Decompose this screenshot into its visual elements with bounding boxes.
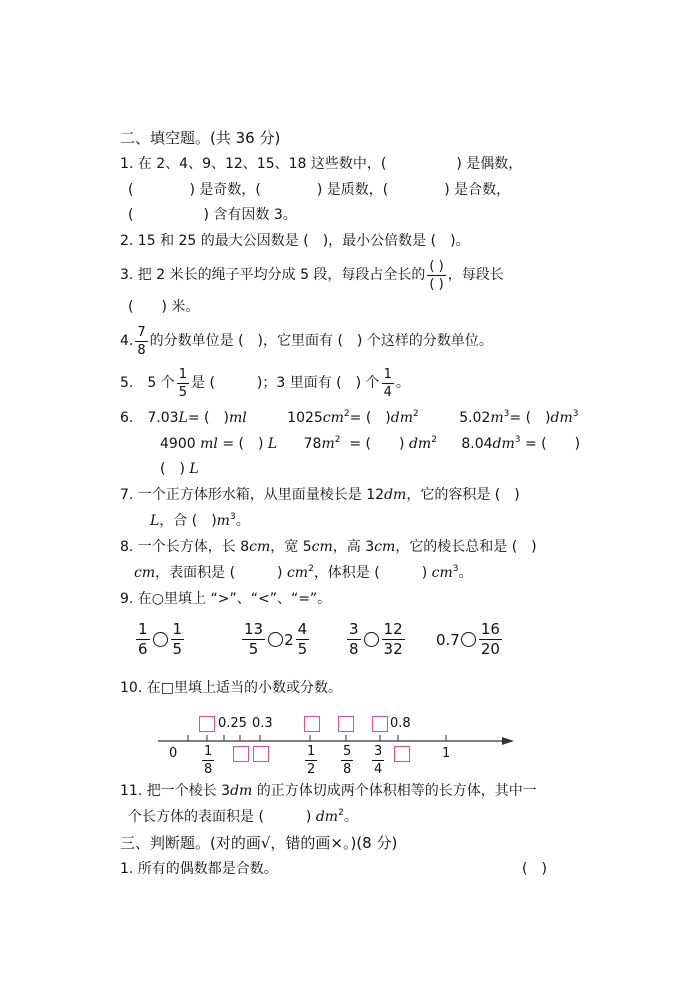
- answer-box-bottom-2[interactable]: [253, 746, 269, 762]
- q5-a: 5. 5 个: [120, 375, 175, 391]
- s3-q1-blank[interactable]: ( ): [522, 861, 547, 877]
- q8-text3: ，高 3: [332, 539, 375, 555]
- q8-unit-4: cm: [134, 565, 156, 581]
- nl-label-0: 0: [169, 746, 178, 761]
- q4-fraction: [135, 326, 147, 357]
- nl-frac-5-8: [339, 745, 355, 776]
- answer-box-top-4[interactable]: [372, 716, 388, 732]
- q4-line: [120, 324, 493, 358]
- q9-c1-d1: 6: [138, 640, 148, 658]
- q8-text2: ，宽 5: [270, 539, 312, 555]
- q9-instruction: 9. 在○里填上 “>”、“<”、“=”。: [120, 591, 332, 607]
- q4-den: 8: [137, 342, 146, 358]
- q6-r1d-blank: = ( ): [349, 410, 391, 426]
- q9-c4-right: [479, 622, 502, 657]
- q6-r2-unit2: L: [267, 436, 278, 452]
- q1-line3: ( ) 含有因数 3。: [128, 207, 297, 223]
- q6-r2c-sup: 2: [334, 435, 341, 445]
- q6-r2-value: 4900: [160, 436, 196, 452]
- q6-row1: [120, 408, 578, 428]
- nl-frac-3-4: [370, 745, 386, 776]
- q6-r2c-value: 78: [303, 436, 322, 452]
- answer-box-bottom-3[interactable]: [394, 746, 410, 762]
- q9-compare-2: [240, 622, 311, 657]
- q9-c4-left: 0.7: [436, 630, 460, 649]
- nl-frac-1-2-inner: [305, 745, 317, 776]
- q6-r2d-sup: 2: [431, 435, 437, 445]
- q7-unit-m: m: [216, 513, 230, 529]
- q5-num1: 1: [178, 366, 187, 382]
- q1-line1: 1. 在 2、4、9、12、15、18 这些数中，( ) 是偶数，: [120, 156, 523, 172]
- answer-box-bottom-1[interactable]: [233, 746, 249, 762]
- q6-r2c-unit: m: [321, 436, 335, 452]
- q9-c3-d1: 8: [349, 640, 359, 658]
- q7-sup: 3: [229, 512, 236, 522]
- q3-line2: ( ) 米。: [128, 299, 200, 315]
- q6-r1e-sup: 3: [503, 409, 510, 419]
- q8-text1: 8. 一个长方体，长 8: [120, 539, 250, 555]
- q9-c1-n2: 1: [172, 620, 183, 638]
- q6-r3-unit: L: [189, 461, 199, 477]
- q9-compare-3: [345, 622, 407, 657]
- q11-line2: [128, 807, 358, 827]
- q9-c3-n1: 3: [349, 620, 359, 638]
- q8-sup-1: 2: [308, 564, 314, 574]
- q9-c2-d2: 5: [297, 640, 308, 658]
- q7-line1: [120, 485, 520, 505]
- q6-r2d-unit: dm: [408, 436, 432, 452]
- answer-box-top-2[interactable]: [304, 716, 320, 732]
- q8-unit-6: cm: [431, 565, 453, 581]
- q6-row2: [160, 434, 580, 454]
- q6-r1-unit2: ml: [228, 410, 247, 426]
- q6-r2d-blank: = ( ): [349, 436, 405, 452]
- q8-line2: [134, 563, 473, 583]
- q3-blank-num: ( ): [429, 258, 444, 274]
- q9-c1-right: [171, 622, 185, 657]
- nl-frac-1-8: [200, 745, 216, 776]
- q8-unit-1: cm: [249, 539, 271, 555]
- q4-rest: 的分数单位是 ( )，它里面有 ( ) 个这样的分数单位。: [149, 333, 493, 349]
- q9-c2-d1: 5: [248, 640, 259, 658]
- q6-r1c-unit: cm: [322, 410, 344, 426]
- q9-c1-left: [136, 622, 150, 657]
- nl-frac-3-4-d: 4: [374, 762, 383, 777]
- q8-text4: ，它的棱长总和是 ( ): [395, 539, 537, 555]
- q7-unit: dm: [384, 487, 407, 503]
- nl-frac-5-8-inner: [341, 745, 353, 776]
- q3-blank-fraction: [427, 260, 445, 291]
- number-line-arrowhead: [502, 737, 514, 745]
- q8-unit-5: cm: [286, 565, 309, 581]
- q9-c3-left: [347, 622, 361, 657]
- answer-box-top-3[interactable]: [338, 716, 354, 732]
- q6-r2e-unit: dm: [492, 436, 515, 452]
- nl-frac-1-8-inner: [202, 745, 214, 776]
- nl-frac-1-8-d: 8: [204, 762, 213, 777]
- q6-r2e-value: 8.04: [461, 436, 493, 452]
- nl-label-0-25: 0.25: [218, 716, 247, 731]
- q6-r1-unit: L: [178, 410, 188, 426]
- q11-sup: 2: [338, 808, 344, 818]
- q1-line2: ( ) 是奇数，( ) 是质数，( ) 是合数，: [128, 182, 511, 198]
- q8-unit-2: cm: [311, 539, 333, 555]
- q7-blank: ，合 ( ): [159, 513, 217, 529]
- q9-c3-circle[interactable]: [364, 632, 379, 647]
- nl-label-0-3: 0.3: [252, 716, 273, 731]
- answer-box-top-1[interactable]: [199, 716, 215, 732]
- q4-prefix: 4.: [120, 333, 134, 349]
- q11-line1: [120, 781, 537, 801]
- q6-r1e-unit: m: [490, 410, 504, 426]
- nl-frac-5-8-d: 8: [343, 762, 352, 777]
- q6-r1-value: 6. 7.03: [120, 410, 179, 426]
- nl-label-1: 1: [442, 746, 451, 761]
- q5-fraction-1: [177, 368, 189, 399]
- section-2-title: 二、填空题。(共 36 分): [120, 129, 281, 147]
- q6-r1-blank: = ( ): [187, 410, 229, 426]
- q6-r1d-unit: dm: [390, 410, 414, 426]
- q8-text6: ，体积是 ( ): [313, 565, 428, 581]
- nl-frac-5-8-n: 5: [343, 744, 352, 759]
- nl-label-0-8: 0.8: [390, 716, 411, 731]
- q9-compare-1: [134, 622, 186, 657]
- nl-frac-1-2: [303, 745, 319, 776]
- q2-line: 2. 15 和 25 的最大公因数是 ( )，最小公倍数是 ( )。: [120, 233, 470, 249]
- q3-line1: [120, 258, 504, 292]
- q9-c4-d2: 20: [480, 640, 500, 658]
- q11-text2: 的正方体切成两个体积相等的长方体，其中一: [252, 783, 537, 799]
- q6-r1f-blank: = ( ): [509, 410, 551, 426]
- nl-frac-1-2-d: 2: [307, 762, 316, 777]
- q9-c1-circle[interactable]: [153, 632, 168, 647]
- q6-r1e-value: 5.02: [459, 410, 491, 426]
- q11-unit: dm: [230, 783, 253, 799]
- q7-text2: ，它的容积是 ( ): [406, 487, 520, 503]
- q6-r2-blank: = ( ): [222, 436, 264, 452]
- q5-b: 是 ( )；3 里面有 ( ) 个: [191, 375, 380, 391]
- q9-c2-right: [296, 622, 310, 657]
- q7-text: 7. 一个正方体形水箱，从里面量棱长是 12: [120, 487, 385, 503]
- q8-sup-2: 3: [452, 564, 459, 574]
- q11-text3: 个长方体的表面积是 ( ): [128, 809, 312, 825]
- q6-r3-blank: ( ): [160, 461, 185, 477]
- q9-c2-left: [242, 622, 265, 657]
- q6-r1c-value: 1025: [287, 410, 323, 426]
- q5-den2: 4: [383, 384, 392, 400]
- q7-end: 。: [235, 513, 250, 529]
- q5-line: [120, 366, 410, 400]
- q9-c2-whole: 2: [284, 630, 294, 649]
- q9-c1-n1: 1: [138, 620, 148, 638]
- q10-instruction: 10. 在□里填上适当的小数或分数。: [120, 680, 342, 696]
- q3-text-end: ，每段长: [447, 267, 504, 283]
- q6-row3: [160, 459, 199, 479]
- q11-end: 。: [343, 809, 358, 825]
- q5-den1: 5: [178, 384, 187, 400]
- q6-r1c-sup: 2: [343, 409, 350, 419]
- q9-c4-circle[interactable]: [461, 632, 476, 647]
- q11-unit2: dm: [315, 809, 339, 825]
- q9-c2-n1: 13: [244, 620, 264, 638]
- q9-c4-n2: 16: [480, 620, 500, 638]
- q6-r1f-unit: dm: [550, 410, 573, 426]
- s3-q1: 1. 所有的偶数都是合数。: [120, 861, 278, 877]
- q8-line1: [120, 537, 537, 557]
- q5-num2: 1: [383, 366, 392, 382]
- q6-r1d-sup: 2: [413, 409, 419, 419]
- q9-c3-d2: 32: [383, 640, 403, 658]
- q6-r1f-sup: 3: [572, 409, 579, 419]
- nl-frac-1-2-n: 1: [307, 744, 316, 759]
- q6-r2e-sup: 3: [514, 435, 521, 445]
- q8-text5: ，表面积是 ( ): [155, 565, 283, 581]
- nl-frac-1-8-n: 1: [204, 744, 213, 759]
- q4-num: 7: [137, 324, 146, 340]
- q6-r2-unit: ml: [200, 436, 218, 452]
- q9-c3-n2: 12: [383, 620, 403, 638]
- nl-frac-3-4-inner: [372, 745, 384, 776]
- q7-unit-l: L: [150, 513, 160, 529]
- q8-unit-3: cm: [374, 539, 396, 555]
- q9-c1-d2: 5: [172, 640, 183, 658]
- q5-fraction-2: [382, 368, 394, 399]
- q9-c2-circle[interactable]: [268, 632, 283, 647]
- q9-compare-4: [436, 622, 504, 657]
- q9-c3-right: [382, 622, 405, 657]
- q7-line2: [150, 511, 250, 531]
- q8-end: 。: [458, 565, 473, 581]
- q3-text: 3. 把 2 米长的绳子平均分成 5 段，每段占全长的: [120, 267, 426, 283]
- q11-text1: 11. 把一个棱长 3: [120, 783, 231, 799]
- q5-c: 。: [395, 375, 410, 391]
- nl-frac-3-4-n: 3: [374, 744, 383, 759]
- q9-c2-n2: 4: [297, 620, 308, 638]
- q3-blank-den: ( ): [429, 276, 444, 292]
- section-3-title: 三、判断题。(对的画√，错的画×。)(8 分): [120, 834, 398, 852]
- q6-r2f-blank: = ( ): [524, 436, 581, 452]
